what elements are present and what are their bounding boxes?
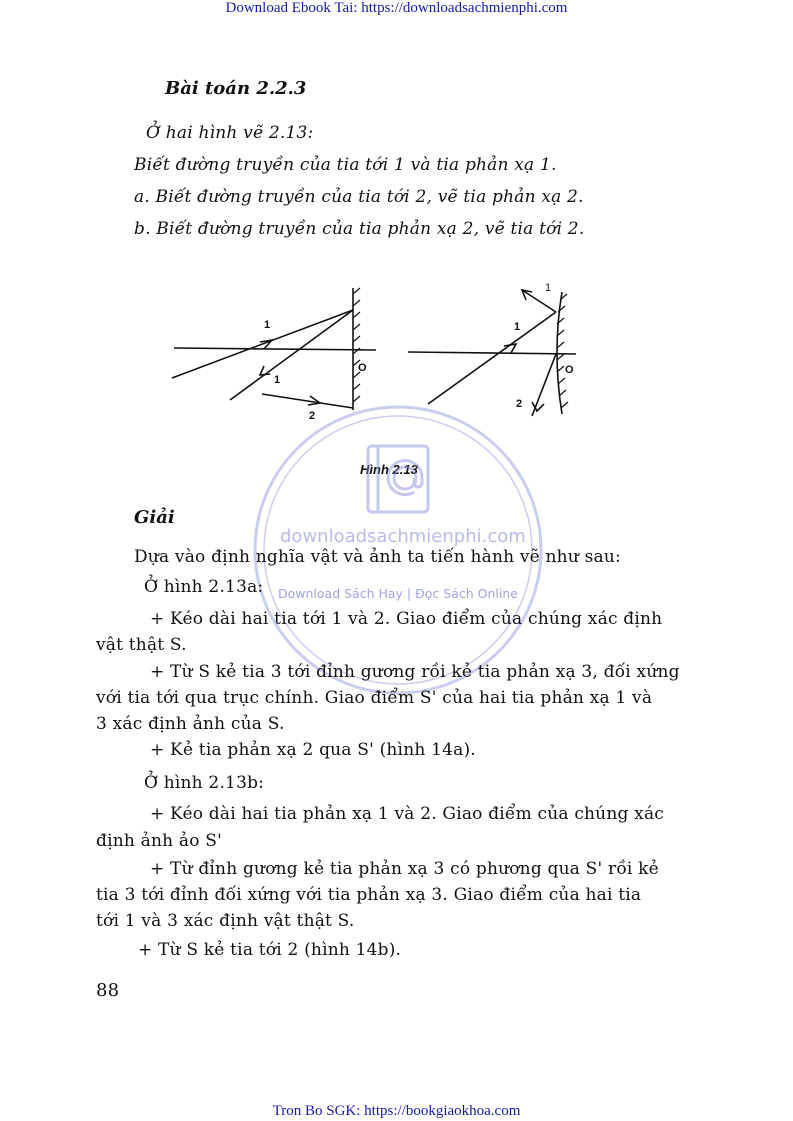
problem-intro: Ở hai hình vẽ 2.13: [146, 123, 314, 143]
label-ray2-left: 2 [309, 410, 316, 422]
label-vertex-right: O [565, 364, 574, 376]
figure-left [172, 288, 376, 410]
principal-axis-right [408, 352, 576, 354]
solution-b-step2-line2: tia 3 tới đỉnh đối xứng với tia phản xạ 3. Giao điểm của hai tia [96, 885, 642, 905]
label-ray2-right: 2 [516, 398, 523, 410]
mirror-hatch-left [353, 288, 360, 402]
solution-a-step2-line2: với tia tới qua trục chính. Giao điểm S' của hai tia phản xạ 1 và [96, 688, 653, 708]
incident-ray-1-right [428, 312, 556, 404]
solution-a-step1-line1: + Kéo dài hai tia tới 1 và 2. Giao điểm của chúng xác định [150, 609, 663, 629]
solution-b-heading: Ở hình 2.13b: [144, 773, 265, 793]
principal-axis-left [174, 348, 376, 350]
label-vertex-left: O [358, 362, 367, 374]
solution-heading: Giải [134, 507, 175, 528]
watermark-book-icon [368, 446, 428, 512]
figure-caption: Hình 2.13 [360, 462, 418, 477]
problem-part-b: b. Biết đường truyền của tia phản xạ 2, vẽ tia tới 2. [134, 219, 585, 239]
solution-a-step2-line3: 3 xác định ảnh của S. [96, 714, 285, 734]
label-ray1-right: 1 [514, 321, 521, 333]
solution-a-step2-line1: + Từ S kẻ tia 3 tới đỉnh gương rồi kẻ tia phản xạ 3, đối xứng [150, 662, 680, 682]
solution-b-step3: + Từ S kẻ tia tới 2 (hình 14b). [138, 940, 402, 960]
solution-intro: Dựa vào định nghĩa vật và ảnh ta tiến hành vẽ như sau: [134, 547, 621, 567]
solution-b-step2-line3: tới 1 và 3 xác định vật thật S. [96, 911, 355, 931]
problem-part-a: a. Biết đường truyền của tia tới 2, vẽ tia phản xạ 2. [134, 187, 584, 207]
solution-a-step3: + Kẻ tia phản xạ 2 qua S' (hình 14a). [150, 740, 476, 760]
problem-title: Bài toán 2.2.3 [165, 78, 307, 99]
watermark-tagline: Download Sách Hay | Đọc Sách Online [278, 586, 518, 601]
footer-sgk-link[interactable]: Tron Bo SGK: https://bookgiaokhoa.com [272, 1103, 521, 1119]
page-number: 88 [96, 980, 120, 1001]
solution-b-step2-line1: + Từ đỉnh gương kẻ tia phản xạ 3 có phương qua S' rồi kẻ [150, 859, 659, 879]
label-ray1-left: 1 [264, 319, 271, 331]
label-ray1-reflected-left: 1 [274, 374, 281, 386]
label-ray-top-right: 1 [545, 282, 552, 294]
solution-b-step1-line1: + Kéo dài hai tia phản xạ 1 và 2. Giao điểm của chúng xác [150, 804, 665, 824]
solution-b-step1-line2: định ảnh ảo S' [96, 831, 222, 851]
reflected-ray-1-left [230, 310, 353, 400]
solution-a-step1-line2: vật thật S. [96, 635, 187, 655]
figure-right [408, 290, 576, 416]
solution-a-heading: Ở hình 2.13a: [144, 577, 264, 597]
problem-given: Biết đường truyền của tia tới 1 và tia phản xạ 1. [134, 155, 557, 175]
header-download-link[interactable]: Download Ebook Tai: https://downloadsachmienphi.com [225, 0, 568, 16]
watermark-site: downloadsachmienphi.com [280, 526, 526, 547]
